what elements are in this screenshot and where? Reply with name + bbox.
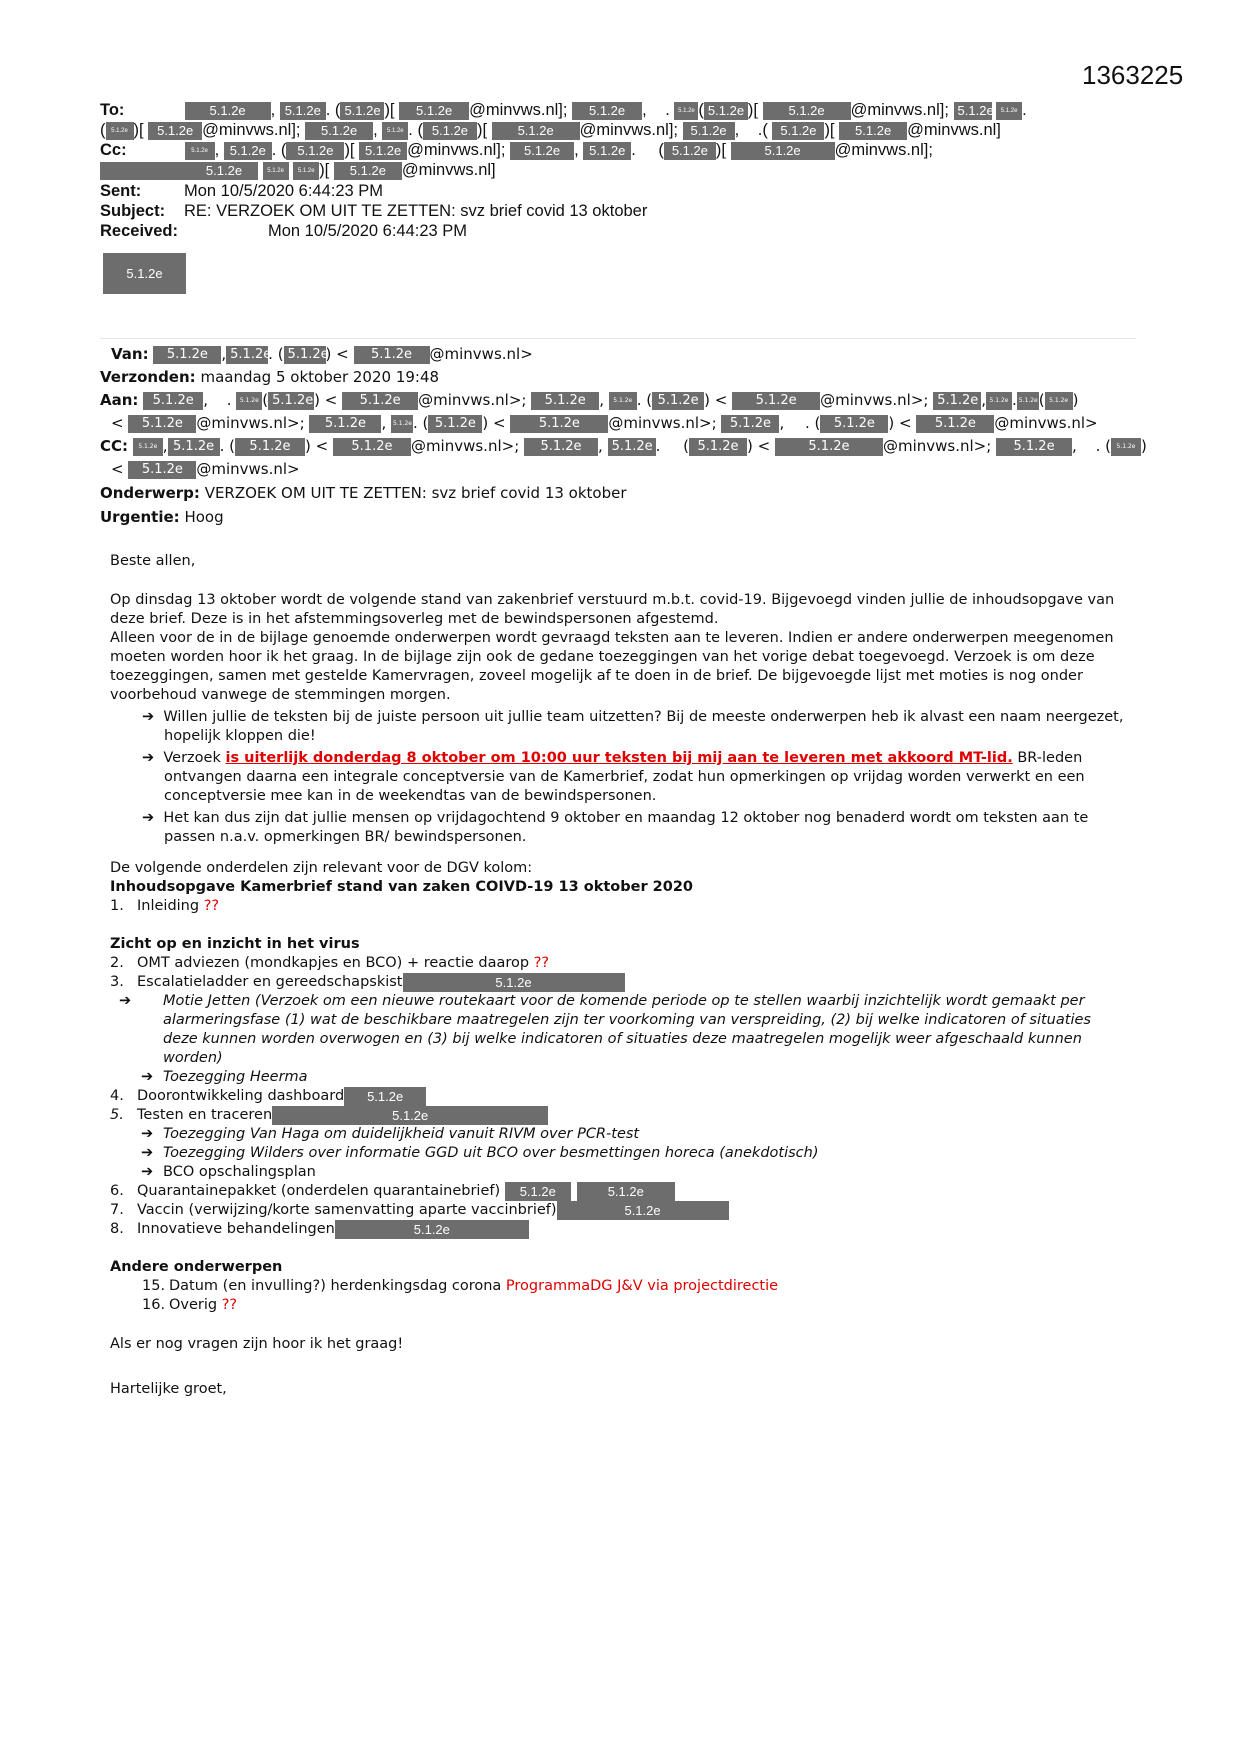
redaction: 5.1.2e <box>423 122 477 140</box>
closing-question: Als er nog vragen zijn hoor ik het graag! <box>110 1336 404 1352</box>
list-item: 7. Vaccin (verwijzing/korte samenvatting aparte vaccinbrief) 5.1.2e <box>110 1201 1130 1220</box>
cc-label: Cc: <box>100 141 127 159</box>
redaction: 5.1.2e <box>342 392 418 410</box>
arrow-icon: ➔ <box>142 810 155 826</box>
redaction: 5.1.2e <box>731 142 835 160</box>
arrow-icon: ➔ <box>142 709 155 725</box>
aan-line-2: < 5.1.2e @minvws.nl>; 5.1.2e , 5.1.2e. ( 5.1.2e ) < 5.1.2e @minvws.nl>; 5.1.2e , . ( 5.1.2e ) < 5.1.2e @minvws.nl> <box>111 414 1098 432</box>
redaction: 5.1.2e <box>664 142 716 160</box>
list-item: 2. OMT adviezen (mondkapjes en BCO) + reactie daarop ?? <box>110 955 550 971</box>
email-domain: @minvws.nl>; <box>882 437 992 455</box>
redaction: 5.1.2e <box>382 122 408 140</box>
subject-label: Subject: <box>100 202 166 220</box>
redaction: 5.1.2e <box>674 102 698 120</box>
redaction: 5.1.2e <box>1017 392 1039 410</box>
redaction: 5.1.2e <box>772 122 824 140</box>
to-label: To: <box>100 101 125 119</box>
redaction: 5.1.2e <box>916 415 994 433</box>
email-domain: @minvws.nl]; <box>850 101 949 119</box>
urgentie-value: Hoog <box>184 508 224 526</box>
redaction: 5.1.2e <box>235 438 305 456</box>
sent-value: Mon 10/5/2020 6:44:23 PM <box>184 182 384 200</box>
list-item: 5. Testen en traceren 5.1.2e <box>110 1106 1130 1125</box>
email-domain: @minvws.nl]; <box>579 121 678 139</box>
redaction: 5.1.2e <box>510 415 608 433</box>
redaction: 5.1.2e <box>428 415 482 433</box>
email-domain: @minvws.nl> <box>994 414 1098 432</box>
cc-original-label: CC: <box>100 437 129 455</box>
onderwerp-label: Onderwerp: <box>100 484 200 502</box>
bullet-item: ➔ Willen jullie de teksten bij de juiste persoon uit jullie team uitzetten? Bij de meeste onderwerpen heb ik alvast een naam neergezet, hopelijk kloppen die! <box>142 709 1124 744</box>
to-line-1: To: 5.1.2e , 5.1.2e . ( 5.1.2e )[ 5.1.2e @minvws.nl]; 5.1.2e , . 5.1.2e ( 5.1.2e )[ 5.1.2e @minvws.nl]; 5.1.2e 5.1.2e . <box>100 101 1032 119</box>
to-line-2: ( 5.1.2e )[ 5.1.2e @minvws.nl]; 5.1.2e , 5.1.2e . ( 5.1.2e )[ 5.1.2e @minvws.nl]; 5.1.2e , .( 5.1.2e )[ 5.1.2e @minvws.nl] <box>100 121 1001 139</box>
deadline-highlight: is uiterlijk donderdag 8 oktober om 10:00 uur teksten bij mij aan te leveren met akkoord MT-lid. <box>225 750 1013 766</box>
redaction: 5.1.2e <box>954 102 992 120</box>
verzonden-label: Verzonden: <box>100 368 196 386</box>
redaction: 5.1.2e <box>391 415 413 433</box>
redaction: 5.1.2e <box>128 415 196 433</box>
redaction: 5.1.2e <box>354 346 430 364</box>
redaction: 5.1.2e <box>128 461 196 479</box>
email-domain: @minvws.nl> <box>196 460 300 478</box>
section-heading: Zicht op en inzicht in het virus <box>110 936 360 952</box>
arrow-icon: ➔ <box>141 1145 154 1161</box>
arrow-icon: ➔ <box>142 750 155 766</box>
sent-line <box>100 181 383 201</box>
paragraph: Op dinsdag 13 oktober wordt de volgende stand van zakenbrief verstuurd m.b.t. covid-19. Bijgevoegd vinden jullie de inhoudsopgave van deze brief. Deze is in het afstemmingsoverleg met de bewindspersonen afgestemd. <box>110 592 1115 627</box>
redaction: 5.1.2e <box>280 102 326 120</box>
redaction: 5.1.2e <box>557 1201 729 1220</box>
redaction: 5.1.2e <box>583 142 631 160</box>
redaction: 5.1.2e <box>1045 392 1073 410</box>
redaction: 5.1.2e <box>333 438 411 456</box>
cc-line-1: Cc: 5.1.2e , 5.1.2e . ( 5.1.2e )[ 5.1.2e @minvws.nl]; 5.1.2e , 5.1.2e . ( 5.1.2e )[ 5.1.2e @minvws.nl]; <box>100 141 933 159</box>
redaction: 5.1.2e <box>721 415 779 433</box>
toc-title: Inhoudsopgave Kamerbrief stand van zaken COIVD-19 13 oktober 2020 <box>110 879 693 895</box>
redaction: 5.1.2e <box>732 392 820 410</box>
redaction: 5.1.2e <box>286 142 344 160</box>
onderwerp-value: VERZOEK OM UIT TE ZETTEN: svz brief covid 13 oktober <box>204 484 627 502</box>
paragraph: Alleen voor de in de bijlage genoemde onderwerpen wordt gevraagd teksten aan te leveren. Indien er andere onderwerpen meegenomen moeten worden hoor ik het graag. In de bijlage zijn ook de gedane toezeggingen van het vorige debat toegevoegd. Verzoek is om deze toezeggingen, samen met gestelde Kamervragen, zoveel mogelijk af te doen in de brief. De bijgevoegde lijst met moties is nog onder voorbehoud vanwege de stemmingen morgen. <box>110 630 1114 703</box>
subject-line <box>100 201 647 221</box>
redaction: 5.1.2e <box>148 122 202 140</box>
redaction: 5.1.2e <box>143 392 203 410</box>
redaction: 5.1.2e <box>505 1182 571 1201</box>
cc-line-2: 5.1.2e 5.1.2e 5.1.2e )[ 5.1.2e @minvws.nl] <box>100 160 496 180</box>
received-value: Mon 10/5/2020 6:44:23 PM <box>268 222 468 240</box>
aan-label: Aan: <box>100 391 139 409</box>
redaction: 5.1.2e <box>492 122 580 140</box>
divider <box>100 338 1136 339</box>
greeting: Beste allen, <box>110 553 196 569</box>
redaction: 5.1.2e <box>572 102 642 120</box>
list-item: 16. Overig ?? <box>142 1297 238 1313</box>
redaction: 5.1.2e <box>226 346 268 364</box>
redaction: 5.1.2e <box>839 122 907 140</box>
relevant-intro: De volgende onderdelen zijn relevant voor de DGV kolom: <box>110 860 533 876</box>
redaction: 5.1.2e <box>524 438 598 456</box>
email-domain: @minvws.nl>; <box>196 414 305 432</box>
redaction: 5.1.2e <box>704 102 748 120</box>
email-domain: @minvws.nl>; <box>820 391 929 409</box>
redaction: 5.1.2e <box>359 142 407 160</box>
bullet-item: ➔ Het kan dus zijn dat jullie mensen op vrijdagochtend 9 oktober en maandag 12 oktober nog benaderd wordt om teksten aan te passen n.a.v. opmerkingen BR/ bewindspersonen. <box>142 810 1089 845</box>
redaction <box>100 162 190 180</box>
arrow-icon: ➔ <box>119 993 132 1009</box>
received-label: Received: <box>100 222 178 240</box>
list-item: 3. Escalatieladder en gereedschapskist 5.1.2e <box>110 973 1130 992</box>
received-line <box>100 221 467 241</box>
van-label: Van: <box>111 345 149 363</box>
list-item: 6. Quarantainepakket (onderdelen quarantainebrief) 5.1.2e 5.1.2e <box>110 1182 1130 1201</box>
redaction: 5.1.2e <box>933 392 981 410</box>
bullet-item: ➔ Verzoek is uiterlijk donderdag 8 oktober om 10:00 uur teksten bij mij aan te leveren met akkoord MT-lid. BR-leden ontvangen daarna een integrale conceptversie van de Kamerbrief, zodat hun opmerkingen op vrijdag worden verwerkt en een conceptversie mee kan in de weekendtas van de bewindspersonen. <box>142 750 1085 804</box>
redaction: 5.1.2e <box>133 438 163 456</box>
redaction: 5.1.2e <box>168 438 220 456</box>
sub-item: ➔ Toezegging Heerma <box>141 1069 308 1085</box>
email-domain: @minvws.nl]; <box>469 101 568 119</box>
redaction: 5.1.2e <box>268 392 314 410</box>
urgentie-line <box>100 506 224 528</box>
van-line: Van: 5.1.2e , 5.1.2e. ( 5.1.2e) < 5.1.2e @minvws.nl> <box>111 345 533 363</box>
redaction: 5.1.2e <box>689 438 747 456</box>
redaction: 5.1.2e <box>293 162 319 180</box>
verzonden-line <box>100 366 439 388</box>
redaction: 5.1.2e <box>153 346 221 364</box>
document-number: 1363225 <box>1082 60 1184 90</box>
redaction: 5.1.2e <box>775 438 883 456</box>
redaction: 5.1.2e <box>185 102 271 120</box>
subject-value: RE: VERZOEK OM UIT TE ZETTEN: svz brief covid 13 oktober <box>184 202 648 220</box>
redaction: 5.1.2e <box>996 102 1022 120</box>
sent-label: Sent: <box>100 182 142 200</box>
redaction: 5.1.2e <box>335 1220 529 1239</box>
list-item: 1. Inleiding ?? <box>110 898 220 914</box>
aan-line-1: Aan: 5.1.2e , . 5.1.2e ( 5.1.2e) < 5.1.2e @minvws.nl>; 5.1.2e , 5.1.2e . ( 5.1.2e ) < 5.1.2e @minvws.nl>; 5.1.2e , 5.1.2e . 5.1.2e( 5.1.2e ) <box>100 391 1079 409</box>
redaction: 5.1.2e <box>763 102 851 120</box>
redaction: 5.1.2e <box>284 346 326 364</box>
redaction: 5.1.2e <box>309 415 381 433</box>
redaction: 5.1.2e <box>1111 438 1141 456</box>
redaction: 5.1.2e <box>106 122 134 140</box>
redaction: 5.1.2e <box>344 1087 426 1106</box>
email-domain: @minvws.nl> <box>429 345 533 363</box>
message-body <box>110 552 1130 1399</box>
redaction: 5.1.2e <box>609 392 637 410</box>
redaction: 5.1.2e <box>652 392 704 410</box>
email-domain: @minvws.nl] <box>907 121 1001 139</box>
redaction: 5.1.2e <box>820 415 888 433</box>
redaction: 5.1.2e <box>399 102 469 120</box>
redaction: 5.1.2e <box>683 122 735 140</box>
redaction: 5.1.2e <box>403 973 625 992</box>
sub-item: ➔ Toezegging Van Haga om duidelijkheid vanuit RIVM over PCR-test <box>141 1126 640 1142</box>
redaction: 5.1.2e <box>305 122 373 140</box>
arrow-icon: ➔ <box>141 1164 154 1180</box>
email-domain: @minvws.nl>; <box>410 437 520 455</box>
redaction: 5.1.2e <box>531 392 599 410</box>
redaction: 5.1.2e <box>996 438 1072 456</box>
email-domain: @minvws.nl]; <box>407 141 506 159</box>
redaction-block: 5.1.2e <box>103 253 186 294</box>
urgentie-label: Urgentie: <box>100 508 180 526</box>
redaction: 5.1.2e <box>510 142 574 160</box>
arrow-icon: ➔ <box>141 1069 154 1085</box>
signoff: Hartelijke groet, <box>110 1381 227 1397</box>
redaction: 5.1.2e <box>272 1106 548 1125</box>
redaction: 5.1.2e <box>334 162 402 180</box>
cc-original-line-2: < 5.1.2e @minvws.nl> <box>111 460 300 478</box>
email-domain: @minvws.nl]; <box>202 121 301 139</box>
redaction: 5.1.2e <box>263 162 289 180</box>
redaction: 5.1.2e <box>190 162 258 180</box>
sub-item: ➔ Toezegging Wilders over informatie GGD uit BCO over besmettingen horeca (anekdotisch) <box>141 1145 819 1161</box>
list-item: 15. Datum (en invulling?) herdenkingsdag corona ProgrammaDG J&V via projectdirectie <box>142 1278 779 1294</box>
list-item: 4. Doorontwikkeling dashboard 5.1.2e <box>110 1087 1130 1106</box>
verzonden-value: maandag 5 oktober 2020 19:48 <box>200 368 440 386</box>
email-domain: @minvws.nl]; <box>834 141 933 159</box>
list-item: 8. Innovatieve behandelingen 5.1.2e <box>110 1220 1130 1239</box>
arrow-icon: ➔ <box>141 1126 154 1142</box>
redaction: 5.1.2e <box>986 392 1012 410</box>
redaction: 5.1.2e <box>577 1182 675 1201</box>
onderwerp-line <box>100 482 627 504</box>
redaction: 5.1.2e <box>608 438 656 456</box>
email-domain: @minvws.nl] <box>401 161 496 179</box>
cc-original-line-1: CC: 5.1.2e , 5.1.2e . ( 5.1.2e ) < 5.1.2e @minvws.nl>; 5.1.2e , 5.1.2e . ( 5.1.2e ) < 5.1.2e @minvws.nl>; 5.1.2e , . ( 5.1.2e ) <box>100 437 1147 455</box>
redaction: 5.1.2e <box>340 102 384 120</box>
email-domain: @minvws.nl>; <box>608 414 717 432</box>
sub-item: ➔ Motie Jetten (Verzoek om een nieuwe routekaart voor de komende periode op te stellen waarbij inzichtelijk wordt gemaakt per alarmeringsfase (1) wat de beschikbare maatregelen zijn ter voorkoming van verspreiding, (2) bij welke indicatoren of situaties deze kunnen worden overwogen en (3) bij welke indicatoren of situaties deze maatregelen mogelijk weer afgeschaald kunnen worden) <box>119 993 1091 1066</box>
email-domain: @minvws.nl>; <box>418 391 527 409</box>
section-heading: Andere onderwerpen <box>110 1259 283 1275</box>
redaction: 5.1.2e <box>185 142 215 160</box>
redaction: 5.1.2e <box>236 392 262 410</box>
redaction: 5.1.2e <box>224 142 272 160</box>
sub-item: ➔ BCO opschalingsplan <box>141 1164 316 1180</box>
